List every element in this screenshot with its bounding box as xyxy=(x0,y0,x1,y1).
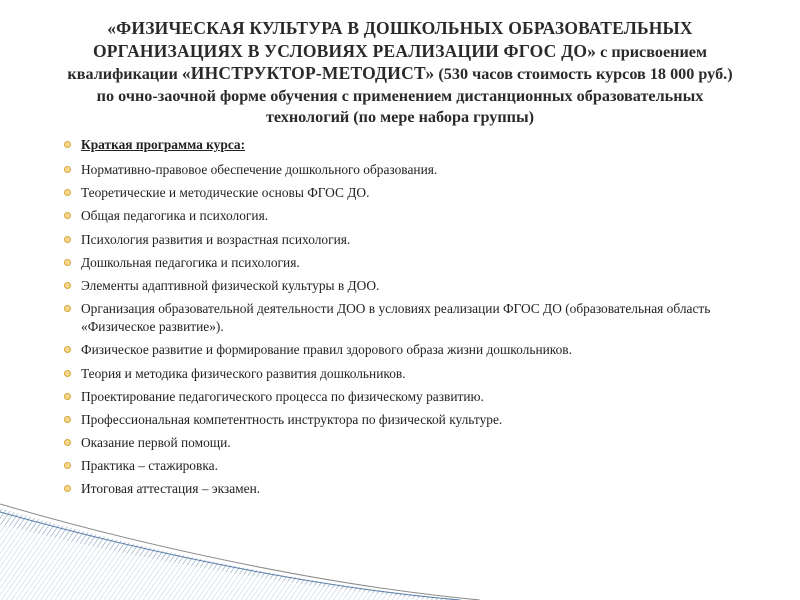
list-item xyxy=(64,365,744,383)
slide-title xyxy=(60,18,740,129)
list-item-text: Оказание первой помощи. xyxy=(81,435,231,451)
list-item xyxy=(64,388,744,406)
list-item xyxy=(64,254,744,272)
list-item-text: Нормативно-правовое обеспечение дошкольного образования. xyxy=(81,162,438,177)
list-item xyxy=(64,411,744,429)
bullet-icon xyxy=(64,282,71,289)
course-program-list xyxy=(64,136,744,504)
list-item-text: Физическое развитие и формирование правил здорового образа жизни дошкольников. xyxy=(81,342,572,358)
decorative-swoosh xyxy=(0,490,800,600)
list-item-text: Теория и методика физического развития дошкольников. xyxy=(81,365,406,381)
list-item-text: Проектирование педагогического процесса по физическому развитию. xyxy=(81,388,484,404)
title-text-1: с присвоением квалификации xyxy=(67,42,708,83)
list-item xyxy=(64,457,744,475)
list-item-text: Теоретические и методические основы ФГОС ДО. xyxy=(81,185,370,201)
bullet-icon xyxy=(64,236,71,243)
list-item xyxy=(64,207,744,225)
list-item-heading xyxy=(64,136,744,154)
list-item-text: Организация образовательной деятельности ДОО в условиях реализации ФГОС ДО (образовательная область «Физическое развитие»). xyxy=(81,301,711,335)
list-item-text: Дошкольная педагогика и психология. xyxy=(81,254,300,270)
list-item xyxy=(64,341,744,359)
bullet-icon xyxy=(64,416,71,423)
bullet-icon xyxy=(64,141,71,148)
bullet-icon xyxy=(64,305,71,312)
bullet-icon xyxy=(64,189,71,196)
list-item xyxy=(64,434,744,452)
bullet-icon xyxy=(64,439,71,446)
bullet-icon xyxy=(64,166,71,173)
list-item xyxy=(64,161,744,179)
bullet-icon xyxy=(64,346,71,353)
bullet-icon xyxy=(64,212,71,219)
title-caps: «ФИЗИЧЕСКАЯ КУЛЬТУРА В ДОШКОЛЬНЫХ ОБРАЗОВАТЕЛЬНЫХ ОРГАНИЗАЦИЯХ В УСЛОВИЯХ РЕАЛИЗАЦИИ ФГОС ДО» xyxy=(92,18,693,61)
title-qualification: «ИНСТРУКТОР-МЕТОДИСТ» xyxy=(181,63,435,83)
bullet-icon xyxy=(64,393,71,400)
list-item-text: Психология развития и возрастная психология. xyxy=(81,231,351,247)
bullet-icon xyxy=(64,259,71,266)
bullet-icon xyxy=(64,462,71,469)
list-item-text: Элементы адаптивной физической культуры в ДОО. xyxy=(81,277,380,293)
list-item-text: Общая педагогика и психология. xyxy=(81,208,269,224)
list-item-text: Профессиональная компетентность инструктора по физической культуре. xyxy=(81,411,503,427)
list-item-text: Краткая программа курса: xyxy=(81,137,246,152)
list-item xyxy=(64,277,744,295)
title-text-2: (530 часов стоимость курсов 18 000 руб.) по очно-заочной форме обучения с применением дистанционных образовательных технологий (по мере набора группы) xyxy=(96,65,733,126)
list-item xyxy=(64,300,744,336)
list-item-text: Практика – стажировка. xyxy=(81,458,218,474)
list-item xyxy=(64,184,744,202)
list-item-text: Итоговая аттестация – экзамен. xyxy=(81,481,261,497)
list-item xyxy=(64,231,744,249)
bullet-icon xyxy=(64,370,71,377)
